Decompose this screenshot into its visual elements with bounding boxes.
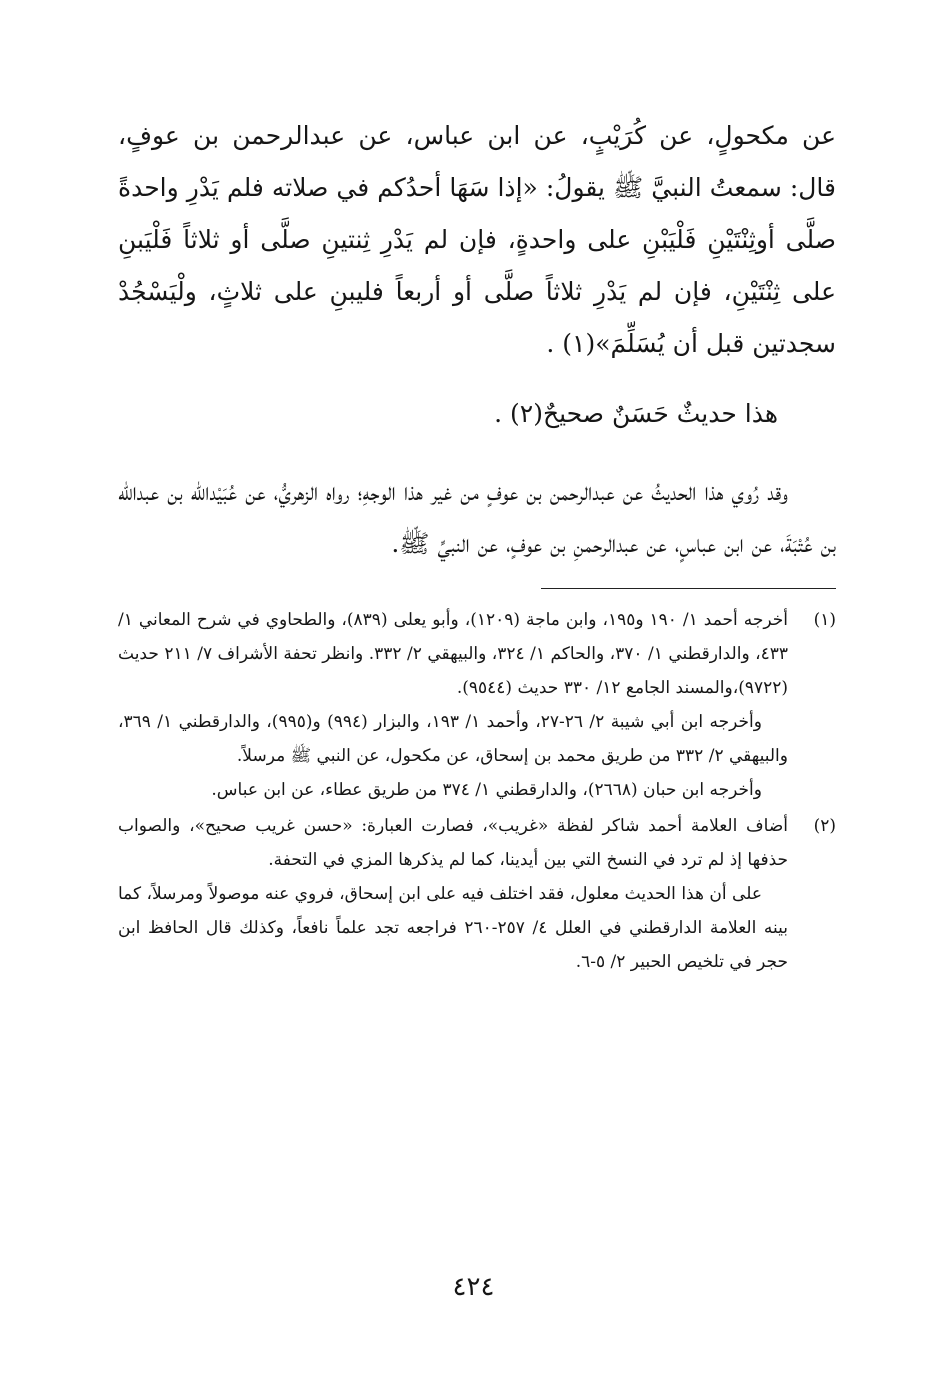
hadith-paragraph: عن مكحولٍ، عن كُرَيْبٍ، عن ابن عباس، عن عبدالرحمن بن عوفٍ، قال: سمعتُ النبيَّ ﷺ يقولُ: «إذا سَهَا أحدُكم في صلاته فلم يَدْرِ واحدةً صلَّى أوثِنْتَيْنِ فَلْيَبْنِ على واحدةٍ، فإن لم يَدْرِ ثِنتينِ صلَّى أو ثلاثاً فَلْيَبنِ على ثِنْتَيْنِ، فإن لم يَدْرِ ثلاثاً صلَّى أو أربعاً فليبنِ على ثلاثٍ، ولْيَسْجُدْ سجدتين قبل أن يُسَلِّمَ»(١) . (118, 121, 836, 358)
footnote-body (118, 809, 788, 979)
footnote-number: (١) (813, 610, 836, 630)
book-page (118, 110, 836, 981)
footnote-paragraph: أخرجه أحمد ١/ ١٩٠ و١٩٥، وابن ماجة (١٢٠٩)، وأبو يعلى (٨٣٩)، والطحاوي في شرح المعاني ١/ ٤٣٣، والدارقطني ١/ ٣٧٠، والحاكم ١/ ٣٢٤، والبيهقي ٢/ ٣٣٢. وانظر تحفة الأشراف ٧/ ٢١١ حديث (٩٧٢٢)،والمسند الجامع ١٢/ ٣٣٠ حديث (٩٥٤٤). (118, 610, 789, 698)
footnote-body (118, 603, 788, 807)
main-text (118, 110, 836, 570)
footnote-paragraph: وأخرجه ابن أبي شيبة ٢/ ٢٦-٢٧، وأحمد ١/ ١٩٣، والبزار (٩٩٤) و(٩٩٥)، والدارقطني ١/ ٣٦٩، والبيهقي ٢/ ٣٣٢ من طريق محمد بن إسحاق، عن مكحول، عن النبي ﷺ مرسلاً. (118, 712, 788, 766)
chain-remark-paragraph: وقد رُوي هذا الحديثُ عن عبدالرحمن بن عوفٍ من غير هذا الوجهِ؛ رواه الزهريُّ، عن عُبَيْدالله بن عبدالله بن عُتْبَةَ، عن ابن عباسٍ، عن عبدالرحمنِ بن عوفٍ، عن النبيِّ ﷺ. (118, 477, 836, 558)
footnote-paragraph: وأخرجه ابن حبان (٢٦٦٨)، والدارقطني ١/ ٣٧٤ من طريق عطاء، عن ابن عباس. (211, 780, 762, 800)
footnote-number: (٢) (813, 816, 836, 836)
footnote-1 (118, 603, 836, 807)
footnote-paragraph: أضاف العلامة أحمد شاكر لفظة «غريب»، فصارت العبارة: «حسن غريب صحيح»، والصواب حذفها إذ لم ترد في النسخ التي بين أيدينا، كما لم يذكرها المزي في التحفة. (118, 816, 788, 870)
page-number: ٤٢٤ (452, 1272, 495, 1302)
footnotes (118, 603, 836, 979)
footnote-paragraph: على أن هذا الحديث معلول، فقد اختلف فيه على ابن إسحاق، فروي عنه موصولاً ومرسلاً، كما بينه العلامة الدارقطني في العلل ٤/ ٢٥٧-٢٦٠ فراجعه تجد علماً نافعاً، وكذلك قال الحافظ ابن حجر في تلخيص الحبير ٢/ ٥-٦. (118, 884, 789, 972)
footnote-separator (541, 588, 836, 589)
grade-statement: هذا حديثٌ حَسَنٌ صحيحٌ(٢) . (494, 399, 778, 428)
footnote-2 (118, 809, 836, 979)
